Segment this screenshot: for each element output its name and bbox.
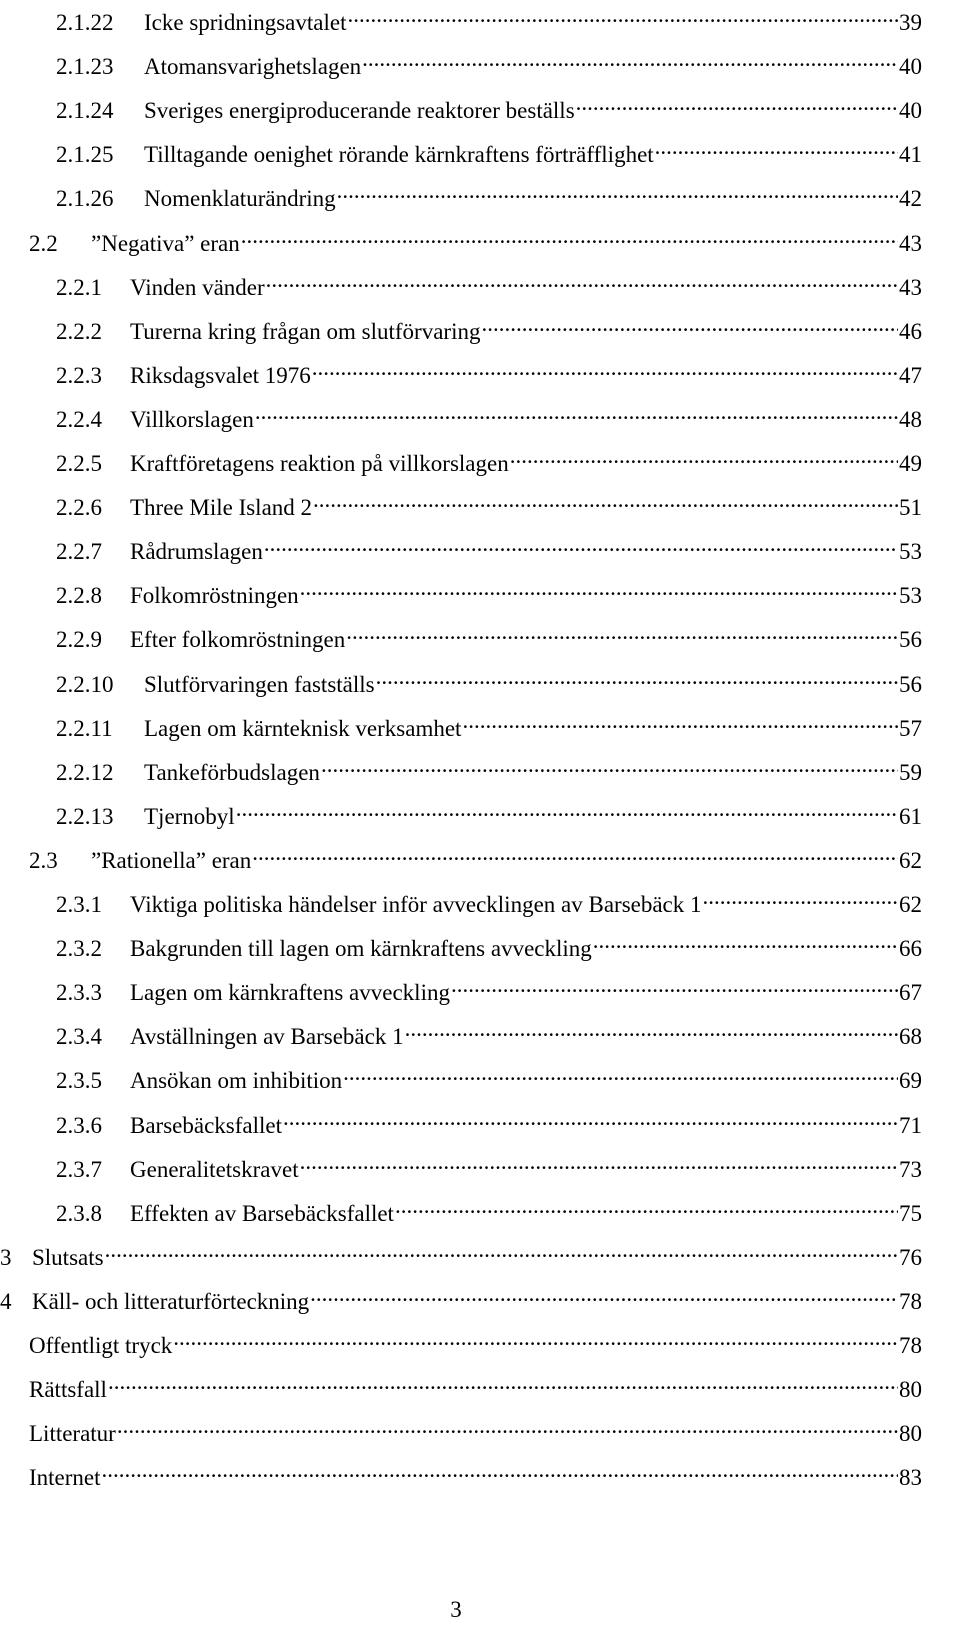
toc-entry-title: Icke spridningsavtalet: [144, 10, 347, 35]
toc-entry-title: Riksdagsvalet 1976: [130, 362, 311, 388]
toc-entry-page: 43: [899, 230, 922, 256]
toc-entry-title: Tankeförbudslagen: [144, 759, 320, 785]
toc-entry[interactable]: [56, 706, 922, 741]
toc-dot-leader: [462, 706, 898, 736]
toc-entry-page: 53: [899, 539, 922, 565]
toc-entry[interactable]: [0, 1279, 922, 1314]
toc-entry-title: Offentligt tryck: [29, 1333, 173, 1358]
toc-entry-number: 2.1.25: [56, 142, 114, 168]
toc-entry-title: Lagen om kärnkraftens avveckling: [130, 980, 450, 1006]
toc-entry-number: 2.2.5: [56, 451, 102, 476]
toc-entry[interactable]: [56, 265, 922, 300]
toc-dot-leader: [266, 265, 898, 295]
toc-dot-leader: [236, 794, 898, 824]
toc-entry-page: 59: [899, 759, 922, 785]
toc-entry-title: Slutförvaringen fastställs: [144, 671, 375, 697]
toc-entry-number: 2.3.4: [56, 1024, 102, 1050]
toc-entry[interactable]: [56, 1014, 922, 1050]
toc-entry-number: 2.1.23: [56, 54, 114, 80]
toc-entry-page: 69: [899, 1068, 922, 1094]
toc-dot-leader: [655, 132, 898, 162]
toc-entry[interactable]: [56, 132, 922, 168]
toc-entry-number: 2.2: [29, 230, 58, 256]
toc-dot-leader: [703, 882, 898, 912]
toc-entry-title: Avställningen av Barsebäck 1: [130, 1024, 404, 1050]
toc-entry-number: 2.3.2: [56, 936, 102, 962]
toc-entry[interactable]: [56, 617, 922, 653]
toc-entry[interactable]: [29, 1411, 922, 1447]
toc-entry-number: 2.1.22: [56, 10, 114, 35]
toc-entry-title: Effekten av Barsebäcksfallet: [130, 1200, 394, 1226]
toc-entry[interactable]: [56, 882, 922, 917]
toc-entry-page: 56: [899, 671, 922, 697]
toc-entry-number: 2.2.1: [56, 274, 102, 300]
toc-entry-title: Barsebäcksfallet: [130, 1112, 282, 1138]
toc-entry-number: 2.3.3: [56, 980, 102, 1006]
toc-entry-page: 73: [899, 1156, 922, 1182]
toc-entry-page: 48: [899, 406, 922, 432]
toc-entry-page: 80: [899, 1377, 922, 1403]
toc-entry[interactable]: [56, 353, 922, 388]
toc-dot-leader: [173, 1323, 898, 1353]
toc-entry[interactable]: [56, 88, 922, 124]
toc-entry-number: 2.2.13: [56, 803, 114, 829]
toc-entry-page: 76: [899, 1244, 922, 1270]
toc-dot-leader: [405, 1014, 898, 1044]
toc-entry-page: 57: [899, 715, 922, 741]
toc-entry[interactable]: [56, 573, 922, 609]
toc-entry-title: Vinden vänder: [130, 274, 265, 300]
toc-entry-title: Tjernobyl: [144, 803, 235, 829]
toc-entry-number: 2.1.24: [56, 98, 114, 124]
toc-entry-title: Bakgrunden till lagen om kärnkraftens avveckling: [130, 936, 592, 962]
toc-dot-leader: [346, 617, 898, 647]
toc-dot-leader: [264, 529, 898, 559]
toc-entry-page: 61: [899, 803, 922, 829]
toc-entry-page: 75: [899, 1200, 922, 1226]
toc-entry-number: 2.2.8: [56, 583, 102, 609]
toc-entry-number: 2.2.3: [56, 362, 102, 388]
toc-dot-leader: [593, 926, 898, 956]
toc-dot-leader: [252, 838, 898, 868]
toc-entry-page: 53: [899, 583, 922, 609]
toc-dot-leader: [347, 0, 898, 30]
toc-entry[interactable]: [56, 1147, 922, 1182]
toc-entry-title: Villkorslagen: [130, 406, 254, 432]
toc-entry-page: 40: [899, 54, 922, 80]
page-number: 3: [450, 1597, 462, 1622]
toc-entry-page: 56: [899, 627, 922, 653]
toc-dot-leader: [313, 485, 898, 515]
toc-dot-leader: [576, 88, 898, 118]
toc-entry[interactable]: [29, 838, 922, 873]
toc-entry-number: 2.3.6: [56, 1112, 102, 1138]
toc-dot-leader: [117, 1411, 898, 1441]
toc-entry[interactable]: [56, 794, 922, 829]
toc-entry-title: ”Rationella” eran: [91, 847, 252, 873]
toc-entry-title: Käll- och litteraturförteckning: [32, 1288, 310, 1314]
toc-entry-page: 43: [899, 274, 922, 300]
toc-entry-number: 2.1.26: [56, 186, 114, 212]
toc-entry-page: 41: [899, 142, 922, 168]
toc-entry-title: Kraftföretagens reaktion på villkorslagen: [130, 451, 509, 476]
toc-entry-page: 78: [899, 1333, 922, 1358]
toc-entry[interactable]: [29, 1367, 922, 1403]
toc-entry-number: 2.3.7: [56, 1156, 102, 1182]
toc-entry-title: Slutsats: [32, 1244, 104, 1270]
toc-entry-number: 2.3: [29, 847, 58, 873]
toc-entry-page: 47: [899, 362, 922, 388]
toc-entry[interactable]: [56, 662, 922, 697]
toc-entry-page: 42: [899, 186, 922, 212]
toc-entry-page: 62: [899, 892, 922, 917]
toc-entry[interactable]: [56, 529, 922, 565]
toc-entry-page: 49: [899, 451, 922, 476]
toc-entry[interactable]: [29, 221, 922, 256]
toc-entry-number: 3: [0, 1244, 12, 1270]
toc-entry-number: 2.3.5: [56, 1068, 102, 1094]
toc-entry[interactable]: [56, 970, 922, 1006]
toc-entry-title: Three Mile Island 2: [130, 495, 313, 521]
toc-entry[interactable]: [29, 1323, 922, 1358]
toc-entry-title: Internet: [29, 1465, 101, 1491]
toc-entry-title: Folkomröstningen: [130, 583, 299, 609]
toc-entry-title: Efter folkomröstningen: [130, 627, 346, 653]
toc-dot-leader: [337, 176, 898, 206]
toc-entry-page: 51: [899, 495, 922, 521]
toc-entry-page: 66: [899, 936, 922, 962]
toc-entry-page: 71: [899, 1112, 922, 1138]
toc-entry-number: 2.2.10: [56, 671, 114, 697]
toc-dot-leader: [312, 353, 898, 383]
toc-entry-title: Litteratur: [29, 1421, 116, 1447]
toc-entry-number: 2.3.1: [56, 892, 102, 917]
toc-entry[interactable]: [56, 44, 922, 80]
toc-entry-page: 80: [899, 1421, 922, 1447]
toc-entry-number: 2.2.7: [56, 539, 102, 565]
toc-entry[interactable]: [0, 1235, 922, 1270]
toc-entry[interactable]: [56, 0, 922, 35]
toc-dot-leader: [395, 1191, 898, 1221]
toc-entry-title: Generalitetskravet: [130, 1156, 299, 1182]
toc-dot-leader: [321, 750, 898, 780]
toc-entry-number: 2.2.9: [56, 627, 102, 653]
toc-dot-leader: [102, 1455, 898, 1485]
toc-entry-number: 2.2.12: [56, 759, 114, 785]
toc-entry[interactable]: [56, 1058, 922, 1094]
toc-entry[interactable]: [56, 397, 922, 432]
toc-entry-title: Rådrumslagen: [130, 539, 263, 565]
toc-entry-title: Viktiga politiska händelser inför avvecklingen av Barsebäck 1: [130, 892, 702, 917]
toc-dot-leader: [362, 44, 898, 74]
toc-entry-title: Turerna kring frågan om slutförvaring: [130, 318, 481, 344]
toc-entry[interactable]: [56, 1191, 922, 1226]
toc-dot-leader: [376, 662, 898, 692]
toc-entry-number: 2.3.8: [56, 1200, 102, 1226]
toc-entry-title: Ansökan om inhibition: [130, 1068, 343, 1094]
toc-dot-leader: [105, 1235, 898, 1265]
toc-dot-leader: [451, 970, 898, 1000]
toc-entry-title: Sveriges energiproducerande reaktorer beställs: [144, 98, 575, 124]
toc-dot-leader: [481, 309, 898, 339]
toc-entry-page: 40: [899, 98, 922, 124]
toc-dot-leader: [310, 1279, 898, 1309]
toc-entry-page: 67: [899, 980, 922, 1006]
toc-entry-number: 2.2.6: [56, 495, 102, 521]
toc-entry-number: 2.2.11: [56, 715, 113, 741]
toc-entry-page: 78: [899, 1288, 922, 1314]
toc-entry[interactable]: [56, 1103, 922, 1138]
toc-entry-title: ”Negativa” eran: [91, 230, 240, 256]
toc-entry-page: 46: [899, 318, 922, 344]
toc-entry-title: Lagen om kärnteknisk verksamhet: [144, 715, 462, 741]
toc-dot-leader: [510, 441, 898, 471]
toc-entry-title: Rättsfall: [29, 1377, 107, 1403]
toc-entry-title: Nomenklaturändring: [144, 186, 336, 212]
toc-entry[interactable]: [56, 485, 922, 521]
toc-dot-leader: [343, 1058, 898, 1088]
toc-entry[interactable]: [56, 176, 922, 212]
toc-entry-number: 2.2.4: [56, 406, 102, 432]
toc-entry-title: Atomansvarighetslagen: [144, 54, 362, 80]
toc-dot-leader: [255, 397, 898, 427]
toc-entry-number: 4: [0, 1288, 12, 1314]
toc-entry[interactable]: [56, 750, 922, 785]
toc-entry[interactable]: [56, 309, 922, 344]
toc-dot-leader: [241, 221, 898, 251]
toc-dot-leader: [300, 573, 898, 603]
toc-entry[interactable]: [56, 441, 922, 476]
toc-dot-leader: [108, 1367, 898, 1397]
toc-dot-leader: [283, 1103, 898, 1133]
toc-dot-leader: [300, 1147, 898, 1177]
toc-entry-number: 2.2.2: [56, 318, 102, 344]
toc-entry[interactable]: [29, 1455, 922, 1491]
toc-entry-page: 83: [899, 1465, 922, 1491]
toc-entry-page: 39: [899, 10, 922, 35]
toc-entry-page: 62: [899, 847, 922, 873]
toc-entry-title: Tilltagande oenighet rörande kärnkraftens förträfflighet: [144, 142, 654, 168]
toc-entry[interactable]: [56, 926, 922, 962]
toc-entry-page: 68: [899, 1024, 922, 1050]
